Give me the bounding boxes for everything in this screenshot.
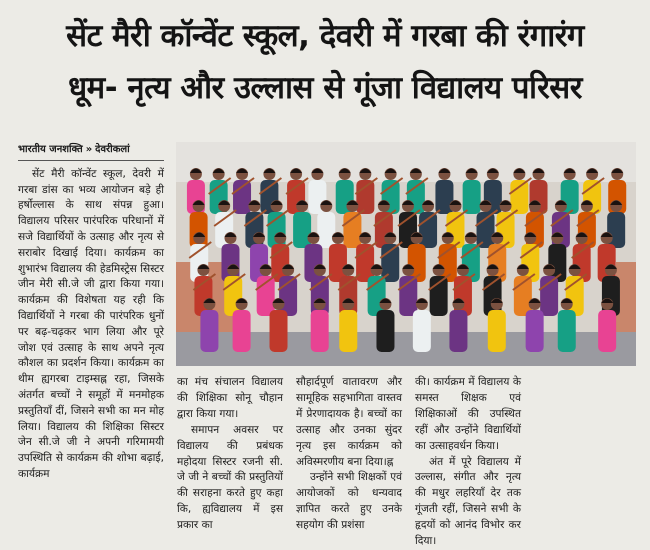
article-paragraph-7: अंत में पूरे विद्यालय में उल्लास, संगीत और नृत्य की मधुर लहरियाँ देर तक गूंजती रहीं, जिसने सभी के हृदयों को आनंद विभोर कर दिया। xyxy=(415,455,521,548)
headline-line-2: धूम- नृत्य और उल्लास से गूंजा विद्यालय परिसर xyxy=(68,70,582,106)
article-paragraph-5: उन्होंने सभी शिक्षकों एवं आयोजकों को धन्यवाद ज्ञापित करते हुए उनके सहयोग की प्रशंसा xyxy=(296,471,402,532)
byline-place: देवरीकलां xyxy=(95,144,130,155)
article-paragraph-6: की। कार्यक्रम में विद्यालय के समस्त शिक्षक एवं शिक्षिकाओं की उपस्थित रहीं और उन्होंने विद्यार्थियों का उत्साहवर्धन किया। xyxy=(415,376,521,452)
article-column-4 xyxy=(415,375,521,548)
article-paragraph-2: का मंच संचालन विद्यालय की शिक्षिका सोनू चौहान द्वारा किया गया। xyxy=(177,376,283,420)
byline-separator: » xyxy=(85,144,93,155)
article-column-2 xyxy=(177,375,283,532)
byline xyxy=(18,142,164,161)
article-paragraph-1: सेंट मैरी कॉन्वेंट स्कूल, देवरी में गरबा डांस का भव्य आयोजन बड़े ही हर्षोल्लास के साथ संपन्न हुआ। विद्यालय परिसर पारंपरिक परिधानों में सजे विद्यार्थियों के उत्साह और नृत्य से सराबोर दिखाई दिया। कार्यक्रम का शुभारंभ विद्यालय की हेडमिस्ट्रेस सिस्टर जीन मेरी सी.जे जी द्वारा किया गया। कार्यक्रम की विशेषता यह रही कि विद्यार्थियों ने गरबा की पारंपरिक धुनों पर बढ़-चढ़कर भाग लिया और पूरे जोश एवं उत्साह के साथ अपने नृत्य कौशल का प्रदर्शन किया। कार्यक्रम का थीम ह्यगरबा टाइम्सह्न रहा, जिसके अंतर्गत बच्चों ने समूहों में मनमोहक प्रस्तुतियाँ दीं, जिसने सभी का मन मोह लिया। विद्यालय की शिक्षिका सिस्टर जेन सी.जे जी ने अपनी गरिमामयी उपस्थिति से कार्यक्रम की शोभा बढ़ाई, कार्यक्रम xyxy=(18,167,164,480)
article-paragraph-3: समापन अवसर पर विद्यालय की प्रबंधक महोदया सिस्टर रजनी सी. जे जी ने बच्चों की प्रस्तुतियों की सराहना करते हुए कहा कि, ह्यविद्यालय में इस प्रकार का xyxy=(177,423,283,532)
article-paragraph-4: सौहार्दपूर्ण वातावरण और सामूहिक सहभागिता वास्तव में प्रेरणादायक है। बच्चों का उत्साह और उनका सुंदर नृत्य इस कार्यक्रम को अविस्मरणीय बना दिया।ह्न xyxy=(296,376,402,468)
group-photo xyxy=(176,142,636,366)
article-left-column xyxy=(18,142,164,507)
headline-line-1: सेंट मैरी कॉन्वेंट स्कूल, देवरी में गरबा की रंगारंग xyxy=(66,18,584,54)
byline-source: भारतीय जनशक्ति xyxy=(18,144,83,155)
article-column-3 xyxy=(296,375,402,532)
